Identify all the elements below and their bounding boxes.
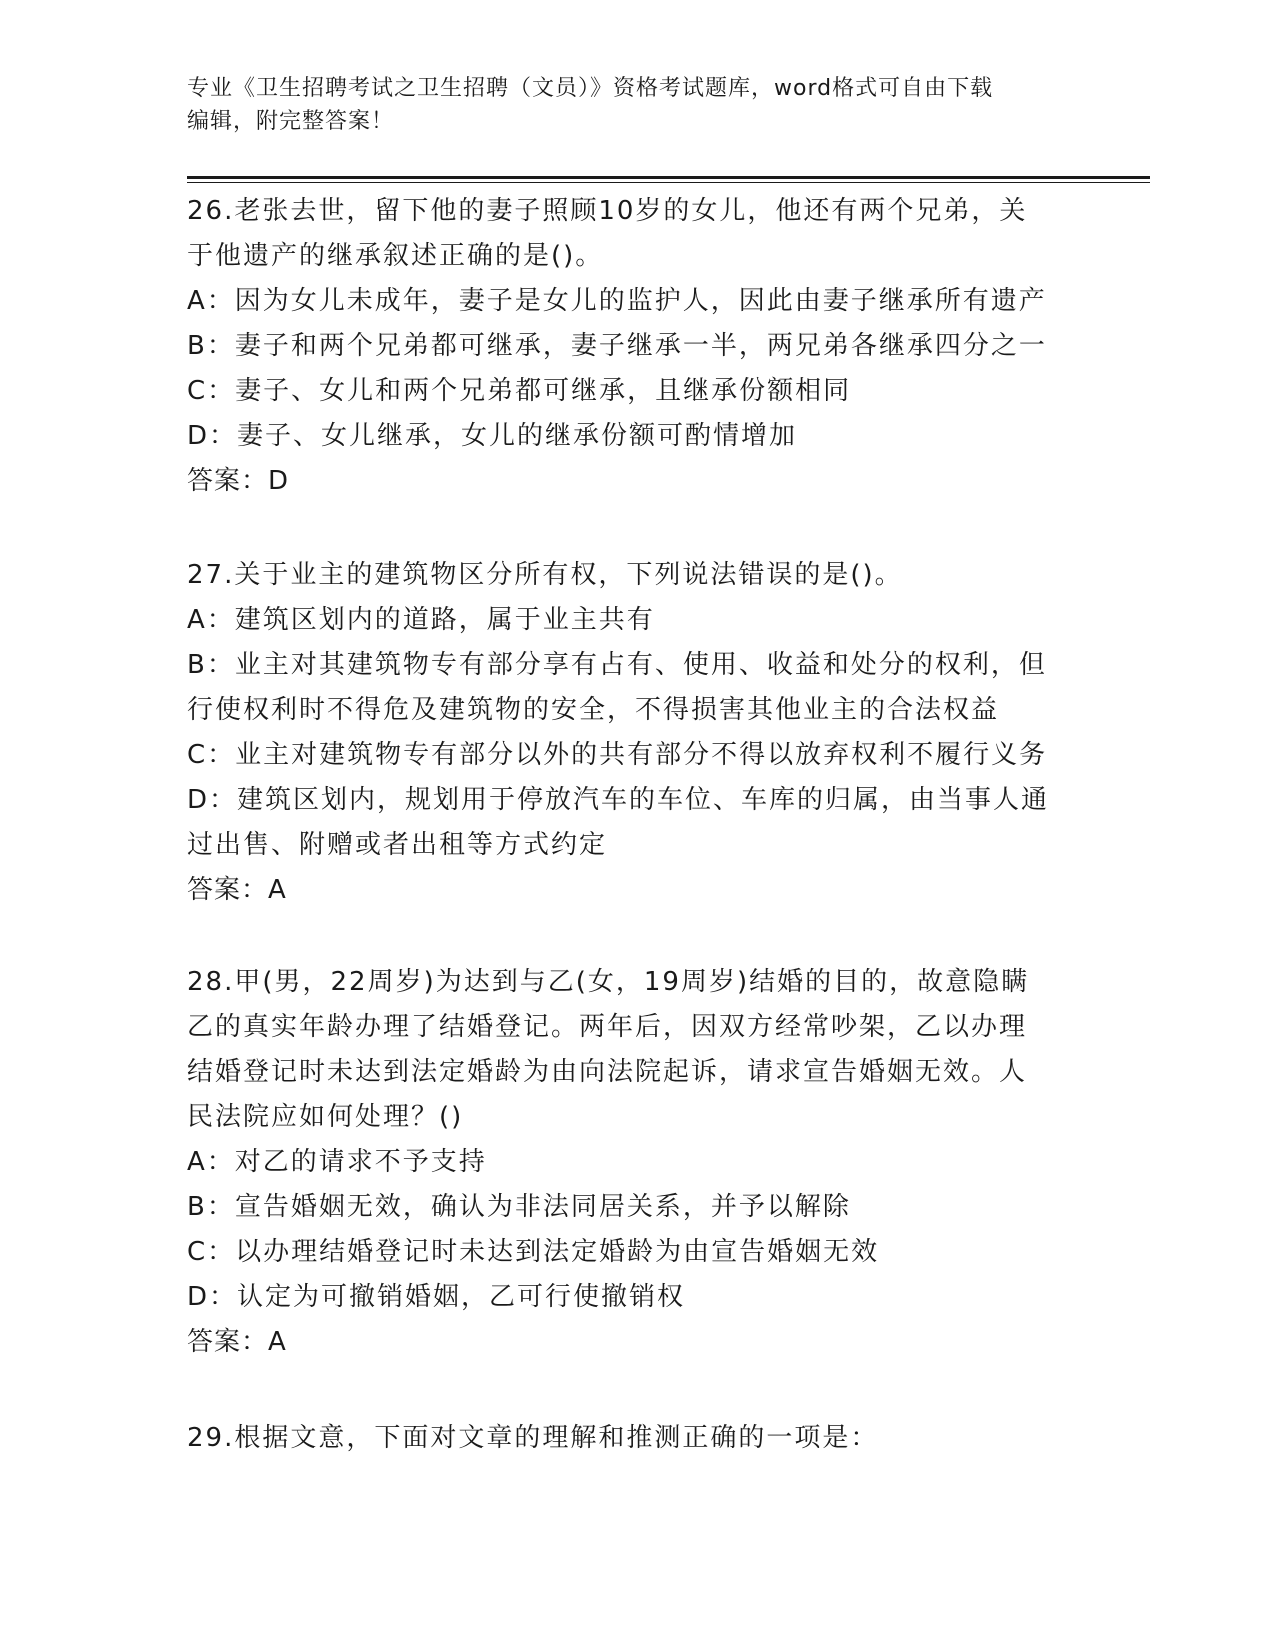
question-27-stem-line-1: 27.关于业主的建筑物区分所有权，下列说法错误的是()。: [187, 560, 903, 590]
question-27-option-d-line-2: 过出售、附赠或者出租等方式约定: [187, 830, 608, 860]
question-26-option-b: B：妻子和两个兄弟都可继承，妻子继承一半，两兄弟各继承四分之一: [187, 331, 1047, 361]
question-29-stem-line-1: 29.根据文意，下面对文章的理解和推测正确的一项是：: [187, 1423, 879, 1453]
question-28-stem-line-4: 民法院应如何处理？(): [187, 1102, 464, 1132]
question-26-stem-line-1: 26.老张去世，留下他的妻子照顾10岁的女儿，他还有两个兄弟，关: [187, 196, 1028, 226]
question-28: [187, 960, 1087, 1365]
header-divider-thick: [187, 176, 1150, 179]
question-27-option-d-line-1: D：建筑区划内，规划用于停放汽车的车位、车库的归属，由当事人通: [187, 785, 1050, 815]
question-28-stem-line-1: 28.甲(男，22周岁)为达到与乙(女，19周岁)结婚的目的，故意隐瞒: [187, 967, 1030, 997]
question-27-answer: 答案：A: [187, 875, 287, 905]
document-header: [187, 72, 1067, 138]
question-28-option-d: D：认定为可撤销婚姻，乙可行使撤销权: [187, 1282, 686, 1312]
question-29: [187, 1416, 1087, 1461]
question-27-option-b-line-1: B：业主对其建筑物专有部分享有占有、使用、收益和处分的权利，但: [187, 650, 1047, 680]
question-28-stem-line-3: 结婚登记时未达到法定婚龄为由向法院起诉，请求宣告婚姻无效。人: [187, 1057, 1028, 1087]
header-divider-thin: [187, 182, 1150, 183]
question-28-option-b: B：宣告婚姻无效，确认为非法同居关系，并予以解除: [187, 1192, 851, 1222]
question-26-option-c: C：妻子、女儿和两个兄弟都可继承，且继承份额相同: [187, 376, 852, 406]
question-26-option-a: A：因为女儿未成年，妻子是女儿的监护人，因此由妻子继承所有遗产: [187, 286, 1047, 316]
question-26-answer: 答案：D: [187, 466, 290, 496]
question-26-stem-line-2: 于他遗产的继承叙述正确的是()。: [187, 241, 604, 271]
question-27-option-a: A：建筑区划内的道路，属于业主共有: [187, 605, 655, 635]
question-28-option-c: C：以办理结婚登记时未达到法定婚龄为由宣告婚姻无效: [187, 1237, 880, 1267]
header-line-2: 编辑，附完整答案！: [187, 109, 395, 134]
question-27-option-c: C：业主对建筑物专有部分以外的共有部分不得以放弃权利不履行义务: [187, 740, 1048, 770]
question-26-option-d: D：妻子、女儿继承，女儿的继承份额可酌情增加: [187, 421, 798, 451]
question-26: [187, 189, 1087, 504]
header-line-1: 专业《卫生招聘考试之卫生招聘（文员）》资格考试题库，word格式可自由下载: [187, 76, 994, 101]
question-28-answer: 答案：A: [187, 1327, 287, 1357]
question-28-stem-line-2: 乙的真实年龄办理了结婚登记。两年后，因双方经常吵架，乙以办理: [187, 1012, 1028, 1042]
question-28-option-a: A：对乙的请求不予支持: [187, 1147, 487, 1177]
question-27-option-b-line-2: 行使权利时不得危及建筑物的安全，不得损害其他业主的合法权益: [187, 695, 1000, 725]
question-27: [187, 553, 1087, 913]
